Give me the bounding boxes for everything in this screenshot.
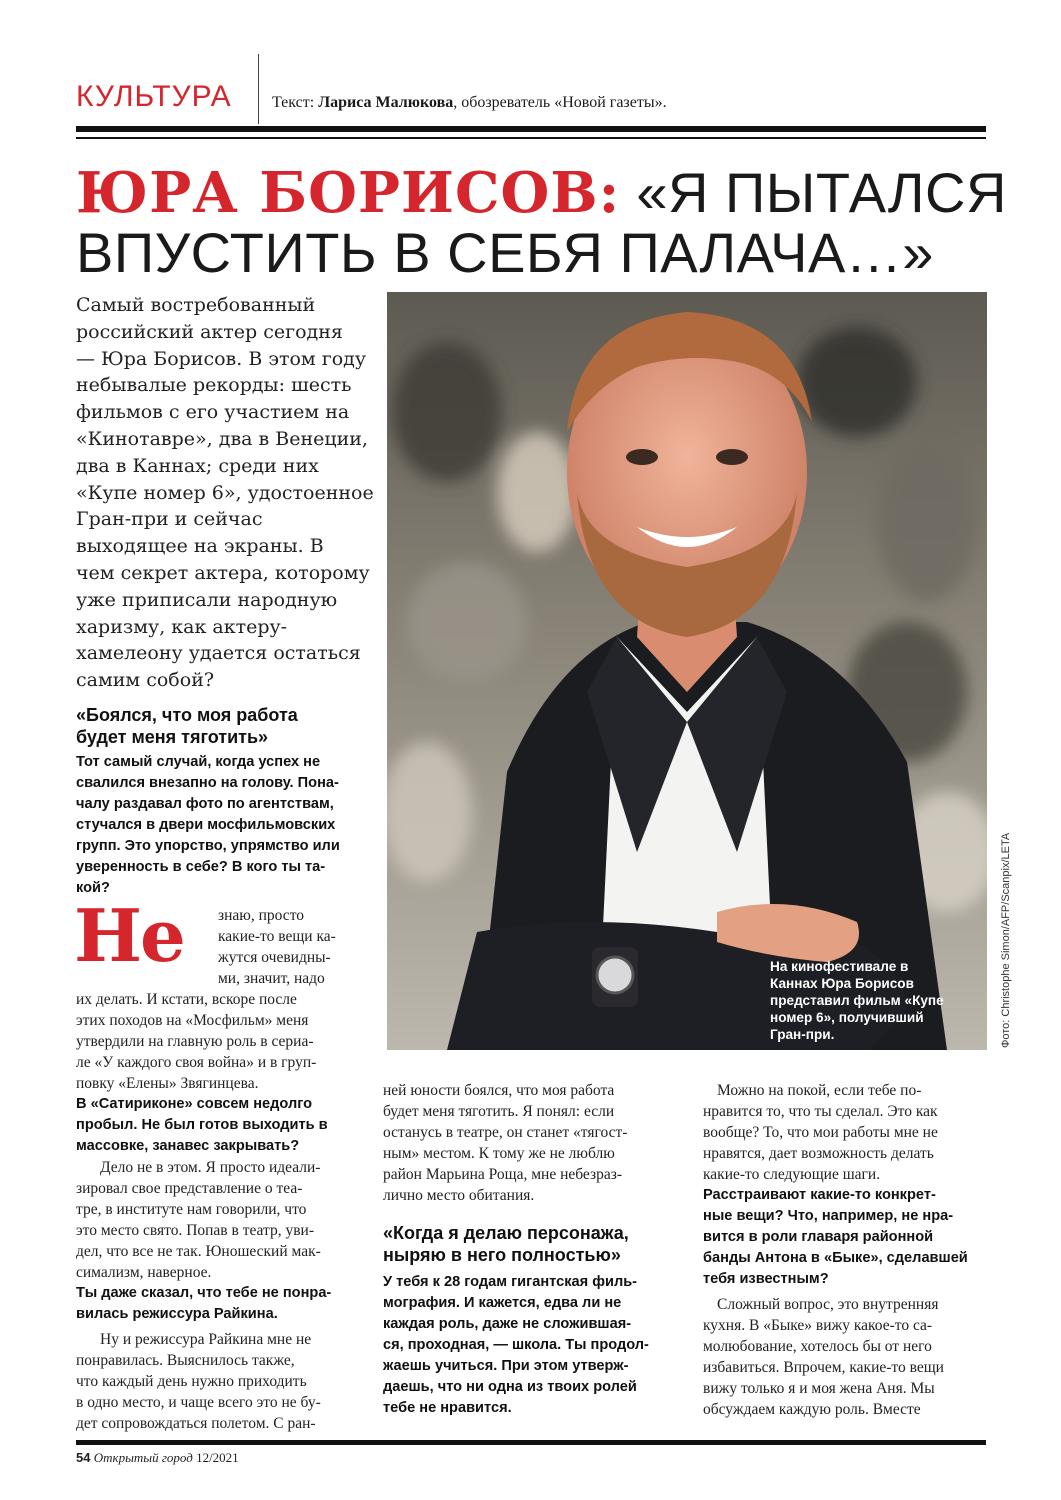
question-line: тебя известным?: [703, 1271, 829, 1287]
lead-line: самим собой?: [76, 669, 215, 692]
byline: [272, 94, 667, 112]
top-rule-thin: [76, 137, 986, 139]
question-line: пробыл. Не был готов выходить в: [76, 1117, 328, 1133]
answer-line: кухня. В «Быке» вижу какое-то са-: [703, 1317, 933, 1334]
portrait-illustration: [387, 292, 987, 1050]
answer-line: Дело не в этом. Я просто идеали-: [100, 1159, 321, 1176]
lead-line: небывалые рекорды: шесть: [76, 374, 352, 397]
magazine-name: Открытый город: [93, 1450, 193, 1465]
bottom-rule: [76, 1440, 986, 1445]
answer-3-continued: [383, 1080, 673, 1206]
question-line: даешь, что ни одна из твоих ролей: [383, 1379, 637, 1395]
photo-credit: Фото: Christophe Simon/AFP/Scanpix/LETA: [1000, 832, 1012, 1048]
subheading-line: будет меня тяготить»: [76, 727, 269, 747]
answer-line: Ну и режиссура Райкина мне не: [100, 1331, 312, 1348]
answer-line: зировал свое представление о теа-: [76, 1180, 303, 1197]
answer-line: повку «Елены» Звягинцева.: [76, 1075, 259, 1092]
answer-line: район Марьина Роща, мне небезраз-: [383, 1166, 623, 1183]
answer-line: дел, что все не так. Юношеский мак-: [76, 1243, 321, 1260]
answer-line: какие-то вещи ка-: [218, 928, 336, 945]
answer-2: [76, 1157, 368, 1283]
lead-line: «Купе номер 6», удостоенное: [76, 481, 374, 504]
answer-line: ми, значит, надо: [218, 970, 325, 987]
column-2: [383, 1080, 673, 1419]
question-line: В «Сатириконе» совсем недолго: [76, 1096, 313, 1112]
answer-line: останусь в театре, он станет «тягост-: [383, 1124, 628, 1141]
lead-line: Гран-при и сейчас: [76, 508, 263, 531]
question-line: У тебя к 28 годам гигантская филь-: [383, 1274, 638, 1290]
issue-number: 12/2021: [196, 1450, 239, 1465]
answer-line: вижу только я и моя жена Аня. Мы: [703, 1380, 935, 1397]
lead-line: «Кинотавре», два в Венеции,: [76, 427, 368, 450]
answer-line: этих походов на «Мосфильм» меня: [76, 1012, 309, 1029]
question-line: чалу раздавал фото по агентствам,: [76, 796, 334, 812]
drop-cap: Не: [74, 893, 184, 978]
lead-line: два в Каннах; среди них: [76, 454, 319, 477]
answer-line: понравилась. Выяснилось также,: [76, 1352, 295, 1369]
answer-line: обсуждаем каждую роль. Вместе: [703, 1401, 921, 1418]
question-line: ся, проходная, — школа. Ты продол-: [383, 1337, 649, 1353]
lead-line: Самый востребованный: [76, 294, 316, 316]
lead-line: харизму, как актеру-: [76, 615, 288, 638]
answer-line: ле «У каждого своя война» и в груп-: [76, 1054, 317, 1071]
question-line: вилась режиссура Райкина.: [76, 1306, 278, 1322]
answer-line: избавиться. Впрочем, какие-то вещи: [703, 1359, 944, 1376]
answer-line: симализм, наверное.: [76, 1264, 212, 1281]
answer-4: [703, 1080, 988, 1185]
question-line: тебе не нравится.: [383, 1400, 512, 1416]
answer-line: утвердили на главную роль в сериа-: [76, 1033, 314, 1050]
lead-line: выходящее на экраны. В: [76, 535, 324, 558]
answer-line: ней юности боялся, что моя работа: [383, 1082, 615, 1099]
lead-line: — Юра Борисов. В этом году: [76, 347, 367, 370]
top-rule-thick: [76, 126, 986, 132]
answer-line: лично место обитания.: [383, 1187, 535, 1204]
question-line: каждая роль, даже не сложившая-: [383, 1316, 632, 1332]
caption-line: представил фильм «Купе: [770, 993, 944, 1008]
answer-line: Можно на покой, если тебе по-: [717, 1082, 922, 1099]
answer-line: Сложный вопрос, это внутренняя: [717, 1296, 939, 1313]
question-4: [383, 1272, 673, 1419]
question-line: жаешь учиться. При этом утверж-: [383, 1358, 629, 1374]
lead-line: хамелеону удается остаться: [76, 642, 361, 665]
answer-line: молюбование, хотелось бы от него: [703, 1338, 932, 1355]
lead-line: чем секрет актера, которому: [76, 561, 370, 584]
answer-5: [703, 1294, 988, 1420]
question-line: свалился внезапно на голову. Пона-: [76, 775, 339, 791]
byline-author: Лариса Малюкова: [318, 94, 454, 111]
answer-line: жутся очевидны-: [218, 949, 331, 966]
headline-line-2: ВПУСТИТЬ В СЕБЯ ПАЛАЧА…»: [76, 221, 934, 284]
headline-name: ЮРА БОРИСОВ:: [76, 160, 621, 226]
answer-line: что каждый день нужно приходить: [76, 1373, 307, 1390]
question-line: кой?: [76, 880, 110, 896]
answer-line: какие-то следующие шаги.: [703, 1166, 881, 1183]
lead-line: российский актер сегодня: [76, 320, 343, 343]
caption-line: номер 6», получивший: [770, 1010, 924, 1025]
page-number: 54: [76, 1450, 91, 1465]
byline-rest: , обозреватель «Новой газеты».: [453, 94, 667, 111]
caption-line: На кинофестивале в: [770, 959, 909, 974]
portrait-photo: [387, 292, 987, 1050]
lead-paragraph: [76, 292, 374, 694]
answer-line: нравятся, дает возможность делать: [703, 1145, 934, 1162]
subheading-1: [76, 704, 368, 748]
question-line: ные вещи? Что, например, не нра-: [703, 1208, 954, 1224]
answer-line: тре, в институте нам говорили, что: [76, 1201, 307, 1218]
question-line: массовке, занавес закрывать?: [76, 1138, 300, 1154]
byline-label: Текст:: [272, 94, 315, 111]
question-line: вится в роли главаря районной: [703, 1229, 934, 1245]
answer-line: ным» местом. К тому же не люблю: [383, 1145, 615, 1162]
column-1: [76, 704, 368, 1434]
question-2: [76, 1094, 368, 1157]
question-line: уверенность в себе? В кого ты та-: [76, 859, 326, 875]
column-3: [703, 1080, 988, 1420]
answer-line: в одно место, и чаще всего это не бу-: [76, 1394, 321, 1411]
subheading-2: [383, 1222, 673, 1266]
lead-line: уже приписали народную: [76, 588, 338, 611]
answer-line: их делать. И кстати, вскоре после: [76, 991, 297, 1008]
photo-caption: [770, 958, 980, 1043]
header-divider: [258, 54, 259, 124]
subheading-line: «Когда я делаю персонажа,: [383, 1223, 629, 1243]
headline-line-1: [76, 160, 1007, 226]
subheading-line: «Боялся, что моя работа: [76, 705, 298, 725]
answer-line: нравится то, что ты сделал. Это как: [703, 1103, 938, 1120]
question-line: Ты даже сказал, что тебе не понра-: [76, 1285, 332, 1301]
headline-quote-1: «Я ПЫТАЛСЯ: [636, 161, 1007, 224]
subheading-line: ныряю в него полностью»: [383, 1245, 621, 1265]
question-line: Расстраивают какие-то конкрет-: [703, 1187, 936, 1203]
answer-3: [76, 1329, 368, 1434]
question-line: групп. Это упорство, упрямство или: [76, 838, 340, 854]
answer-line: вообще? То, что мои работы мне не: [703, 1124, 938, 1141]
answer-line: будет меня тяготить. Я понял: если: [383, 1103, 615, 1120]
question-3: [76, 1283, 368, 1325]
caption-line: Каннах Юра Борисов: [770, 976, 914, 991]
section-label: КУЛЬТУРА: [76, 80, 232, 113]
question-1: [76, 752, 368, 899]
question-5: [703, 1185, 988, 1290]
question-line: банды Антона в «Быке», сделавшей: [703, 1250, 968, 1266]
answer-line: это место свято. Попав в театр, уви-: [76, 1222, 315, 1239]
answer-line: дет сопровождаться полетом. С ран-: [76, 1415, 316, 1432]
question-line: мография. И кажется, едва ли не: [383, 1295, 622, 1311]
answer-line: знаю, просто: [218, 907, 305, 924]
page-footer: [76, 1450, 239, 1466]
question-line: Тот самый случай, когда успех не: [76, 754, 321, 770]
caption-line: Гран-при.: [770, 1027, 835, 1042]
question-line: стучался в двери мосфильмовских: [76, 817, 336, 833]
lead-line: фильмов с его участием на: [76, 401, 350, 424]
